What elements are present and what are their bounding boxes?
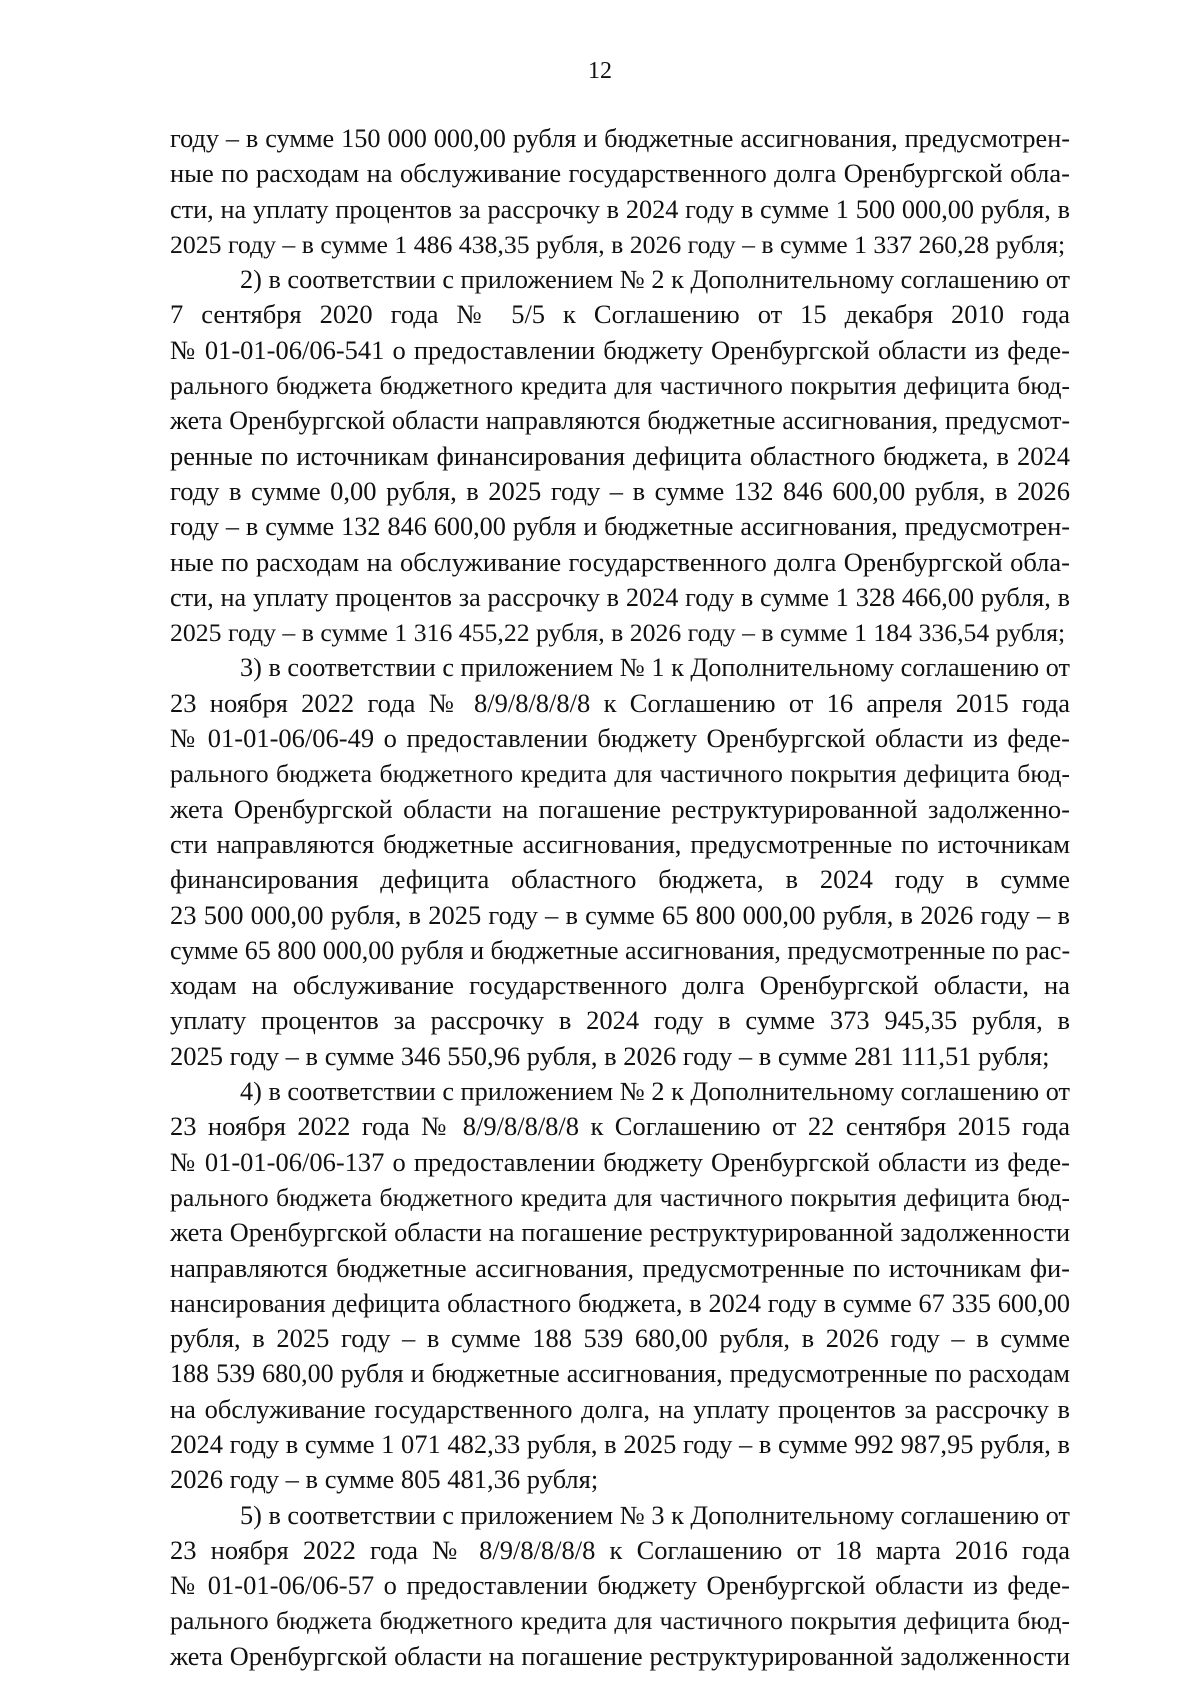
text-line: году – в сумме 150 000 000,00 рубля и бюджетные ассигнования, предусмотрен-	[170, 124, 1070, 153]
text-line: на обслуживание государственного долга, на уплату процентов за рассрочку в	[170, 1393, 1070, 1424]
text-line: 23 500 000,00 рубля, в 2025 году – в сумме 65 800 000,00 рубля, в 2026 году – в	[170, 899, 1070, 930]
text-line: сумме 65 800 000,00 рубля и бюджетные ассигнования, предусмотренные по рас-	[170, 935, 1071, 965]
text-line: 2025 году – в сумме 346 550,96 рубля, в 2026 году – в сумме 281 111,51 рубля;	[170, 1040, 1050, 1071]
text-line: 2026 году – в сумме 805 481,36 рубля;	[170, 1464, 599, 1495]
text-line: жета Оренбургской области на погашение реструктурированной задолженности	[170, 1641, 1070, 1671]
text-line: жета Оренбургской области направляются бюджетные ассигнования, предусмот-	[170, 406, 1070, 436]
text-line: рального бюджета бюджетного кредита для частичного покрытия дефицита бюд-	[170, 1606, 1070, 1636]
text-line: 5) в соответствии с приложением № 3 к Дополнительному соглашению от	[240, 1500, 1070, 1530]
text-line: 23 ноября 2022 года № 8/9/8/8/8/8 к Соглашению от 22 сентября 2015 года	[170, 1111, 1070, 1142]
text-line: жета Оренбургской области на погашение реструктурированной задолженно-	[170, 793, 1070, 824]
text-line: 4) в соответствии с приложением № 2 к Дополнительному соглашению от	[240, 1077, 1070, 1107]
text-line: 23 ноября 2022 года № 8/9/8/8/8/8 к Соглашению от 16 апреля 2015 года	[170, 687, 1070, 718]
text-line: № 01-01-06/06-137 о предоставлении бюджету Оренбургской области из феде-	[170, 1146, 1070, 1177]
text-line: рального бюджета бюджетного кредита для частичного покрытия дефицита бюд-	[170, 759, 1070, 789]
text-line: 7 сентября 2020 года № 5/5 к Соглашению от 15 декабря 2010 года	[170, 299, 1070, 330]
text-line: № 01-01-06/06-57 о предоставлении бюджету Оренбургской области из феде-	[170, 1570, 1070, 1601]
page-number: 12	[588, 58, 612, 84]
text-line: 2) в соответствии с приложением № 2 к Дополнительному соглашению от	[240, 265, 1070, 295]
text-line: ные по расходам на обслуживание государственного долга Оренбургской обла-	[170, 158, 1070, 189]
text-line: жета Оренбургской области на погашение реструктурированной задолженности	[170, 1218, 1070, 1248]
text-line: рального бюджета бюджетного кредита для частичного покрытия дефицита бюд-	[170, 371, 1070, 401]
text-line: 2025 году – в сумме 1 486 438,35 рубля, в 2026 году – в сумме 1 337 260,28 рубля;	[170, 229, 1066, 259]
text-line: сти, на уплату процентов за рассрочку в 2024 году в сумме 1 500 000,00 рубля, в	[170, 194, 1070, 224]
text-line: 3) в соответствии с приложением № 1 к Дополнительному соглашению от	[240, 653, 1070, 683]
text-line: ходам на обслуживание государственного долга Оренбургской области, на	[170, 970, 1070, 1001]
body-text	[170, 121, 1070, 1674]
text-line: 2024 году в сумме 1 071 482,33 рубля, в 2025 году – в сумме 992 987,95 рубля, в	[170, 1428, 1070, 1459]
text-line: рубля, в 2025 году – в сумме 188 539 680,00 рубля, в 2026 году – в сумме	[170, 1323, 1070, 1354]
text-line: рального бюджета бюджетного кредита для частичного покрытия дефицита бюд-	[170, 1182, 1070, 1212]
text-line: финансирования дефицита областного бюджета, в 2024 году в сумме	[170, 864, 1070, 895]
text-line: № 01-01-06/06-541 о предоставлении бюджету Оренбургской области из феде-	[170, 334, 1070, 365]
text-line: сти направляются бюджетные ассигнования, предусмотренные по источникам	[170, 828, 1070, 859]
text-line: году в сумме 0,00 рубля, в 2025 году – в сумме 132 846 600,00 рубля, в 2026	[170, 475, 1070, 506]
text-line: направляются бюджетные ассигнования, предусмотренные по источникам фи-	[170, 1252, 1070, 1283]
text-line: году – в сумме 132 846 600,00 рубля и бюджетные ассигнования, предусмотрен-	[170, 512, 1070, 542]
text-line: ные по расходам на обслуживание государственного долга Оренбургской обла-	[170, 546, 1070, 577]
text-line: сти, на уплату процентов за рассрочку в 2024 году в сумме 1 328 466,00 рубля, в	[170, 582, 1070, 612]
text-line: 23 ноября 2022 года № 8/9/8/8/8/8 к Соглашению от 18 марта 2016 года	[170, 1534, 1070, 1565]
text-line: нансирования дефицита областного бюджета, в 2024 году в сумме 67 335 600,00	[170, 1288, 1070, 1318]
text-line: ренные по источникам финансирования дефицита областного бюджета, в 2024	[170, 440, 1070, 471]
text-line: № 01-01-06/06-49 о предоставлении бюджету Оренбургской области из феде-	[170, 723, 1070, 754]
text-line: 2025 году – в сумме 1 316 455,22 рубля, в 2026 году – в сумме 1 184 336,54 рубля;	[170, 618, 1066, 648]
text-line: 188 539 680,00 рубля и бюджетные ассигнования, предусмотренные по расходам	[170, 1359, 1070, 1389]
text-line: уплату процентов за рассрочку в 2024 году в сумме 373 945,35 рубля, в	[170, 1005, 1070, 1036]
